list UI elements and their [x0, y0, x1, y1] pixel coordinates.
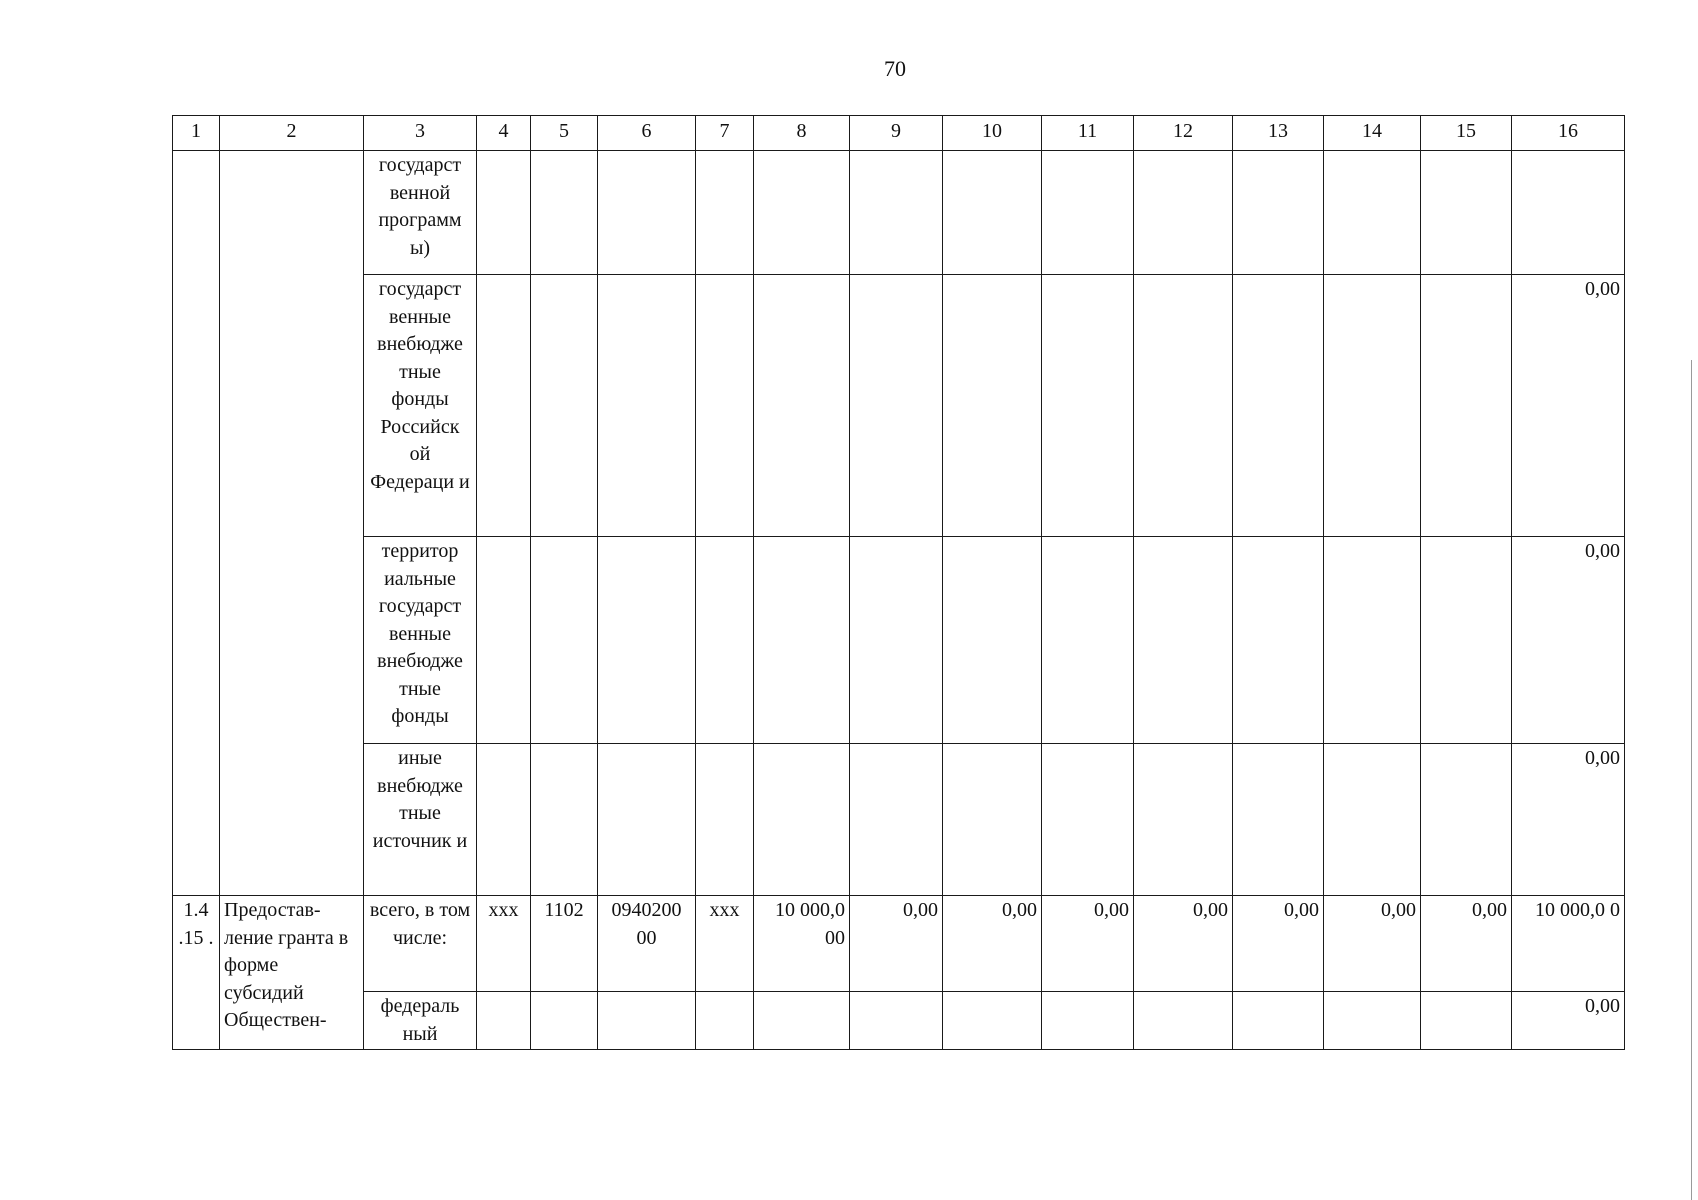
- funding-source-cell: территор иальные государст венные внебюдже тные фонды: [364, 537, 477, 744]
- table-header-row: [173, 116, 1625, 151]
- column-header: 14: [1324, 116, 1421, 151]
- total-value-cell: 0,00: [1512, 992, 1625, 1050]
- column-header: 15: [1421, 116, 1512, 151]
- column-header: 12: [1134, 116, 1233, 151]
- amount-cell: 0,00: [1134, 896, 1233, 992]
- table-row: [173, 537, 1625, 744]
- table-row: [173, 992, 1625, 1050]
- budget-table: [172, 115, 1625, 1050]
- table-row: [173, 275, 1625, 537]
- code-cell: xxx: [696, 896, 754, 992]
- funding-source-cell: иные внебюдже тные источник и: [364, 744, 477, 896]
- column-header: 13: [1233, 116, 1324, 151]
- column-header: 7: [696, 116, 754, 151]
- total-value-cell: 0,00: [1512, 537, 1625, 744]
- table-row: [173, 744, 1625, 896]
- code-cell: 0940200 00: [598, 896, 696, 992]
- funding-source-cell: государст венной программ ы): [364, 151, 477, 275]
- amount-cell: 0,00: [943, 896, 1042, 992]
- column-header: 10: [943, 116, 1042, 151]
- item-name-cell: Предостав- ление гранта в форме субсидий Обществен-: [220, 896, 364, 1050]
- column-header: 16: [1512, 116, 1625, 151]
- code-cell: 1102: [531, 896, 598, 992]
- column-header: 8: [754, 116, 850, 151]
- funding-source-cell: государст венные внебюдже тные фонды Российск ой Федераци и: [364, 275, 477, 537]
- scan-edge-line: [1691, 360, 1692, 1200]
- amount-cell: 10 000,0 00: [754, 896, 850, 992]
- funding-source-cell: федераль ный: [364, 992, 477, 1050]
- column-header: 2: [220, 116, 364, 151]
- amount-cell: 0,00: [1421, 896, 1512, 992]
- column-header: 4: [477, 116, 531, 151]
- amount-cell: 0,00: [1324, 896, 1421, 992]
- total-value-cell: 0,00: [1512, 744, 1625, 896]
- column-header: 1: [173, 116, 220, 151]
- column-header: 3: [364, 116, 477, 151]
- total-value-cell: [1512, 151, 1625, 275]
- item-number-cell: 1.4 .15 .: [173, 896, 220, 1050]
- amount-cell: 0,00: [850, 896, 943, 992]
- page-number: 70: [884, 56, 906, 81]
- funding-source-cell: всего, в том числе:: [364, 896, 477, 992]
- column-header: 9: [850, 116, 943, 151]
- table-row: [173, 896, 1625, 992]
- item-name-cell: [220, 151, 364, 896]
- code-cell: xxx: [477, 896, 531, 992]
- column-header: 5: [531, 116, 598, 151]
- column-header: 11: [1042, 116, 1134, 151]
- amount-cell: 0,00: [1233, 896, 1324, 992]
- column-header: 6: [598, 116, 696, 151]
- total-value-cell: 10 000,0 0: [1512, 896, 1625, 992]
- item-number-cell: [173, 151, 220, 896]
- total-value-cell: 0,00: [1512, 275, 1625, 537]
- table-row: [173, 151, 1625, 275]
- amount-cell: 0,00: [1042, 896, 1134, 992]
